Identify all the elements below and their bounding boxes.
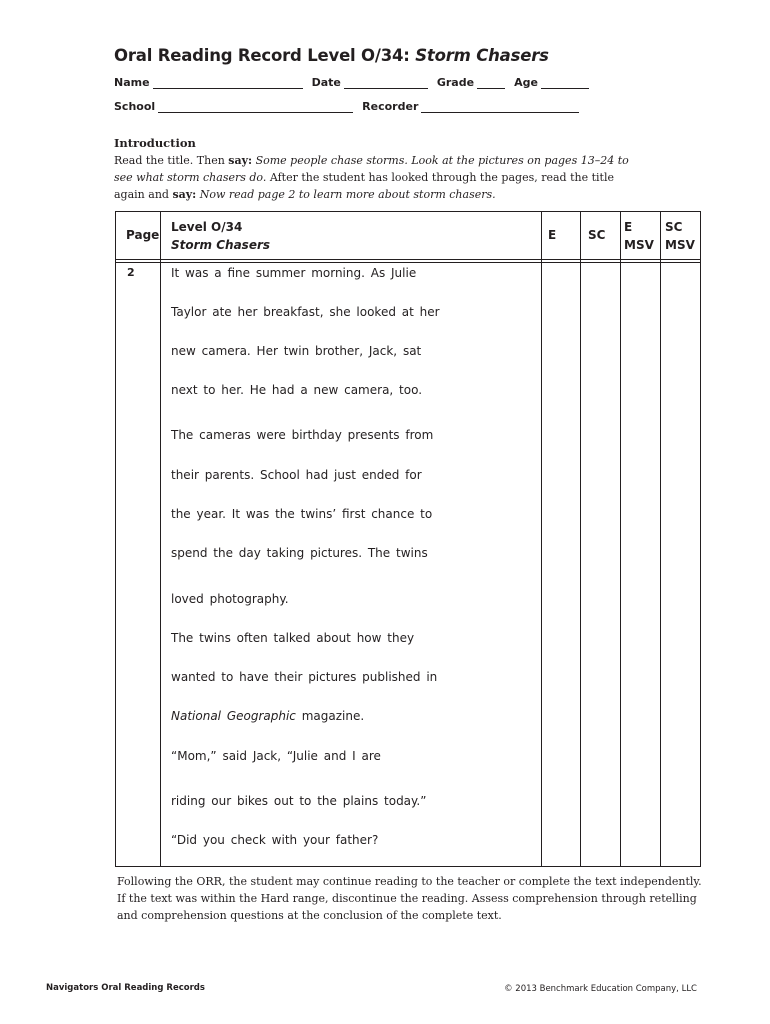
intro-say1: say: — [228, 154, 253, 167]
emsv-line1: E — [624, 220, 633, 234]
intro-text — [114, 152, 629, 203]
text-line: next to her. He had a new camera, too. — [171, 383, 423, 397]
reading-record-table — [115, 211, 701, 867]
intro-p1: Read the title. Then — [114, 154, 229, 167]
age-field[interactable] — [541, 78, 589, 89]
text-line: their parents. School had just ended for — [171, 468, 422, 482]
intro-p2: After the student has looked through the pages, read the title again and — [114, 171, 614, 201]
text-line: The cameras were birthday presents from — [171, 428, 434, 442]
col-emsv-header — [624, 218, 654, 254]
text-line: new camera. Her twin brother, Jack, sat — [171, 344, 422, 358]
school-field[interactable] — [158, 102, 353, 113]
text-line: It was a fine summer morning. As Julie — [171, 266, 417, 280]
text-line: riding our bikes out to the plains today.” — [171, 794, 427, 808]
emsv-line2: MSV — [624, 238, 654, 252]
date-field[interactable] — [344, 78, 428, 89]
text-line: the year. It was the twins’ first chance to — [171, 507, 433, 521]
school-label: School — [114, 100, 156, 113]
form-row-2 — [114, 100, 588, 113]
page-title — [114, 46, 549, 65]
name-field[interactable] — [153, 78, 303, 89]
grade-label: Grade — [436, 76, 475, 89]
text-line: Taylor ate her breakfast, she looked at her — [171, 305, 440, 319]
text-line: wanted to have their pictures published in — [171, 670, 438, 684]
page-number: 2 — [127, 266, 135, 279]
col-e-header: E — [548, 228, 557, 242]
scmsv-line2: MSV — [665, 238, 695, 252]
age-label: Age — [514, 76, 538, 89]
recorder-label: Recorder — [362, 100, 419, 113]
text-line: “Did you check with your father? — [171, 833, 379, 847]
text-line: “Mom,” said Jack, “Julie and I are — [171, 749, 381, 763]
title-book: Storm Chasers — [415, 46, 549, 65]
col-scmsv-header — [665, 218, 695, 254]
date-label: Date — [311, 76, 341, 89]
magazine-name: National Geographic — [171, 709, 296, 723]
grade-field[interactable] — [477, 78, 505, 89]
intro-heading: Introduction — [114, 136, 196, 150]
recorder-field[interactable] — [421, 102, 579, 113]
closing-instructions: Following the ORR, the student may continue reading to the teacher or complete the text independently. If the text was within the Hard range, discontinue the reading. Assess comprehension through retelling and comprehension questions at the conclusion of the complete text. — [117, 875, 702, 922]
book-label: Storm Chasers — [171, 238, 271, 252]
scmsv-line1: SC — [665, 220, 683, 234]
intro-quote1: Some people chase storms. Look at the pictures on pages 13–24 to see what storm chasers do. — [114, 154, 629, 184]
footer-copyright: © 2013 Benchmark Education Company, LLC — [504, 984, 697, 994]
text-line: loved photography. — [171, 592, 289, 606]
col-sc-header: SC — [588, 228, 606, 242]
title-main: Oral Reading Record Level O/34: — [114, 46, 416, 65]
footer-series: Navigators Oral Reading Records — [46, 983, 205, 993]
col-page-header: Page — [126, 228, 160, 242]
magazine-suffix: magazine. — [295, 709, 365, 723]
text-line: spend the day taking pictures. The twins — [171, 546, 428, 560]
col-level-header — [171, 218, 270, 254]
name-label: Name — [114, 76, 150, 89]
level-label: Level O/34 — [171, 220, 243, 234]
text-line — [171, 709, 364, 723]
intro-quote2: Now read page 2 to learn more about storm chasers. — [196, 188, 496, 201]
text-line: The twins often talked about how they — [171, 631, 415, 645]
intro-say2: say: — [172, 188, 197, 201]
form-row-1 — [114, 76, 598, 89]
